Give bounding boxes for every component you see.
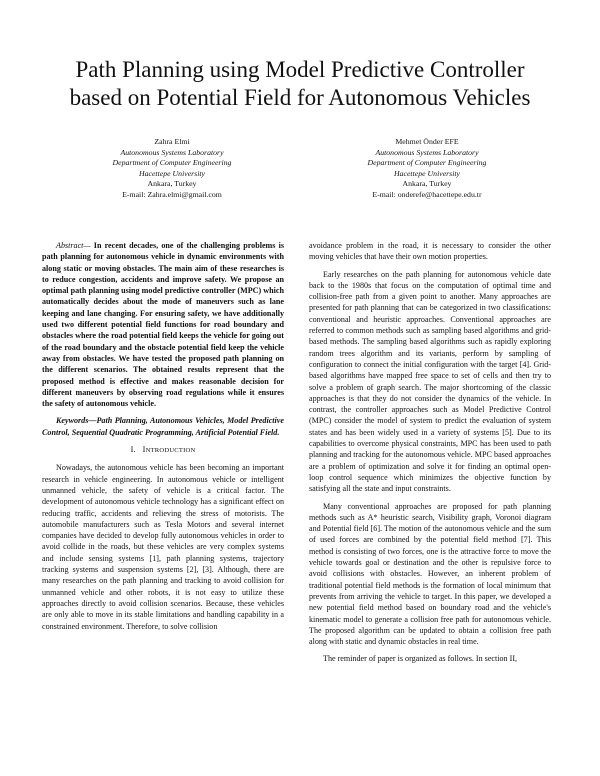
paper-title bbox=[40, 56, 560, 112]
keywords bbox=[42, 415, 284, 438]
section-heading bbox=[42, 444, 284, 456]
author-lab: Autonomous Systems Laboratory bbox=[120, 147, 224, 157]
title-line-2: based on Potential Field for Autonomous Vehicles bbox=[69, 85, 531, 110]
author-name: Zahra Elmi bbox=[154, 137, 190, 146]
body-paragraph: Many conventional approaches are proposed for path planning methods such as A* heuristic search, Visibility graph, Voronoi diagram and Potential field [6]. The motion of the autonomous vehicle and the sum of used forces are combined by the potential field method [7]. This method is consisting of two forces, one is the attractive force to move the vehicle towards goal or destination and the other is repulsive force to avoid collisions with obstacles. However, an inherent problem of traditional potential field methods is the formation of local minimum that prevents from arriving the vehicle to target. In this paper, we developed a new potential field method based on boundary road and the vehicle's kinematic model to generate a collision free path for autonomous vehicle. The proposed algorithm can be updated to obtain a collision free path along with static and dynamic obstacles in real time. bbox=[309, 501, 551, 647]
body-paragraph: The reminder of paper is organized as follows. In section II, bbox=[323, 654, 518, 664]
author-univ: Hacettepe University bbox=[393, 168, 461, 178]
section-title-first: I bbox=[142, 445, 146, 455]
author-email: E-mail: onderefe@hacettepe.edu.tr bbox=[372, 189, 482, 199]
title-line-1: Path Planning using Model Predictive Controller bbox=[75, 57, 525, 82]
section-title-rest: NTRODUCTION bbox=[145, 447, 196, 455]
author-univ: Hacettepe University bbox=[138, 168, 206, 178]
author-lab: Autonomous Systems Laboratory bbox=[375, 147, 479, 157]
author-block-1 bbox=[62, 137, 282, 200]
left-column bbox=[42, 240, 284, 638]
author-email: E-mail: Zahra.elmi@gmail.com bbox=[122, 189, 222, 199]
body-paragraph: Early researches on the path planning for autonomous vehicle date back to the 1980s that focus on the computation of optimal time and collision-free path from a given point to another. Many approaches are presented for path planning that can be categorized in two classifications: conventional and heuristic approaches. Conventional approaches are referred to common methods such as sampling based algorithms and grid-based methods. The sampling based algorithms such as rapidly exploring random trees algorithm and its variants, perform by sampling of configuration to connect the initial configuration with the target [4]. Grid-based algorithms have mapped free space to set of cells and then try to solve a problem of graph search. The major shortcoming of the classic approaches is that they do not consider the dynamics of the vehicle. In contrast, the controller approaches such as Model Predictive Control (MPC) consider the model of system to predict the evaluation of system states and has been widely used in a variety of systems [5]. Due to its capabilities to overcome physical constraints, MPC has been used to path planning and tracking for the autonomous vehicle. MPC based approaches are a problem of optimization and solve it for finding an optimal open-loop control sequence which minimizes the objective function by satisfying all the state and input constraints. bbox=[309, 269, 551, 494]
body-paragraph: Nowadays, the autonomous vehicle has been becoming an important research in vehicle engineering. In autonomous vehicle or intelligent unmanned vehicle, the safety of vehicle is a critical factor. The development of autonomous vehicle technology has a significant effect on reducing traffic, accidents and relieving the stress of motorists. The automobile manufacturers such as Tesla Motors and several internet companies have decided to develop fully autonomous vehicles in order to avoid collide in the roads, but these vehicles are very complex systems and include sensing systems [1], path planning systems, trajectory tracking systems and suspension systems [2], [3]. Although, there are many researches on the path planning and tracking to avoid collision for unmanned vehicle and other robots, it is not easy to utilize these approaches directly to avoid collision scenarios. Because, these vehicles are only able to move in its stable limitations and handling capability in a constrained environment. Therefore, to solve collision bbox=[42, 463, 284, 631]
section-number: I. bbox=[130, 445, 136, 455]
abstract bbox=[42, 240, 284, 409]
keywords-label: Keywords— bbox=[56, 416, 97, 426]
abstract-label: Abstract— bbox=[56, 241, 91, 250]
author-dept: Department of Computer Engineering bbox=[112, 158, 232, 167]
keywords-text: Path Planning, Autonomous Vehicles, Model Predictive Control, Sequential Quadratic Programming, Artificial Potential Field. bbox=[42, 416, 284, 437]
author-city: Ankara, Turkey bbox=[147, 179, 197, 188]
author-city: Ankara, Turkey bbox=[402, 179, 452, 188]
author-dept: Department of Computer Engineering bbox=[367, 158, 487, 167]
author-block-2 bbox=[317, 137, 537, 200]
abstract-text: In recent decades, one of the challenging problems is path planning for autonomous vehicle in dynamic environments with along static or moving obstacles. The main aim of these researches is to reduce congestion, accidents and improve safety. We propose an optimal path planning using model predictive controller (MPC) which automatically decides about the mode of maneuvers such as lane keeping and lane changing. For ensuring safety, we have additionally used two different potential field functions for road boundary and obstacles where the road potential field keeps the vehicle for going out of the road boundary and the obstacle potential field keep the vehicle away from obstacles. We have tested the proposed path planning on the different scenarios. The obtained results represent that the proposed method is effective and makes reasonable decision for different maneuvers by observing road regulations while it ensures the safety of autonomous vehicle. bbox=[42, 241, 284, 409]
body-paragraph: avoidance problem in the road, it is necessary to consider the other moving vehicles that have their own motion properties. bbox=[309, 241, 551, 262]
right-column bbox=[309, 240, 551, 671]
author-name: Mehmet Önder EFE bbox=[395, 137, 459, 146]
